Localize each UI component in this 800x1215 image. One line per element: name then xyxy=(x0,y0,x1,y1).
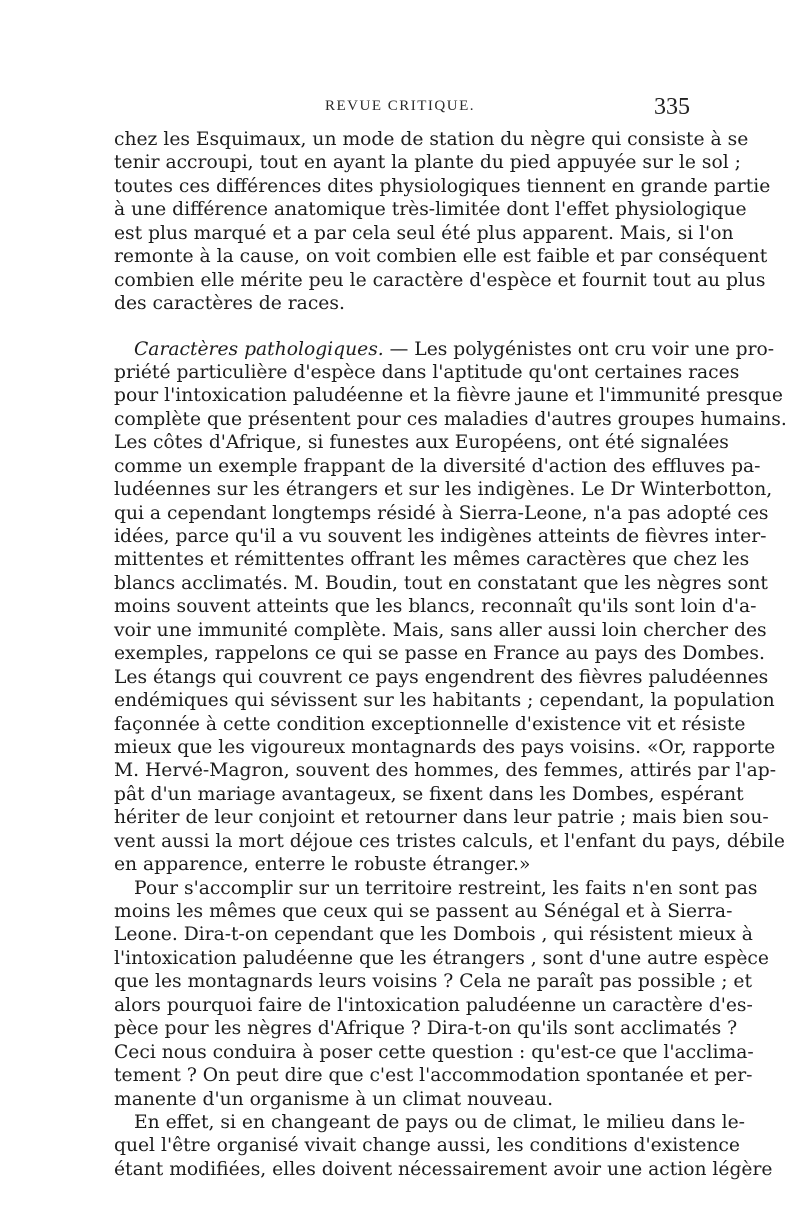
text-line: endémiques qui sévissent sur les habitants ; cependant, la population xyxy=(114,690,775,712)
text-line: pât d'un mariage avantageux, se fixent dans les Dombes, espérant xyxy=(114,783,744,805)
text-line: exemples, rappelons ce qui se passe en France au pays des Dombes. xyxy=(114,643,765,665)
text-line: manente d'un organisme à un climat nouveau. xyxy=(114,1088,554,1110)
text-line: priété particulière d'espèce dans l'aptitude qu'ont certaines races xyxy=(114,361,740,383)
text-line: l'intoxication paludéenne que les étrangers , sont d'une autre espèce xyxy=(114,947,769,969)
text-line: moins les mêmes que ceux qui se passent au Sénégal et à Sierra- xyxy=(114,901,733,922)
text-line: comme un exemple frappant de la diversité d'action des effluves pa- xyxy=(114,455,761,477)
paragraph-gap xyxy=(114,316,692,338)
text-line: en apparence, enterre le robuste étranger.» xyxy=(114,854,531,876)
text-line: blancs acclimatés. M. Boudin, tout en constatant que les nègres sont xyxy=(114,572,768,594)
text-line: moins souvent atteints que les blancs, reconnaît qu'ils sont loin d'a- xyxy=(114,596,757,618)
text-line: remonte à la cause, on voit combien elle est faible et par conséquent xyxy=(114,246,768,268)
text-line: tenir accroupi, tout en ayant la plante du pied appuyée sur le sol ; xyxy=(114,152,741,174)
text-line: étant modifiées, elles doivent nécessairement avoir une action légère xyxy=(114,1158,773,1180)
text-line: mieux que les vigoureux montagnards des pays voisins. «Or, rapporte xyxy=(114,736,776,758)
text-line: vent aussi la mort déjoue ces tristes calculs, et l'enfant du pays, débile xyxy=(114,830,785,852)
text-line: Les étangs qui couvrent ce pays engendrent des fièvres paludéennes xyxy=(114,666,769,688)
text-line: Les côtes d'Afrique, si funestes aux Européens, ont été signalées xyxy=(114,432,729,454)
text-line: ludéennes sur les étrangers et sur les indigènes. Le Dr Winterbotton, xyxy=(114,479,773,501)
text-line: est plus marqué et a par cela seul été plus apparent. Mais, si l'on xyxy=(114,222,734,244)
text-line: Leone. Dira-t-on cependant que les Dombois , qui résistent mieux à xyxy=(114,924,753,946)
text-line: mittentes et rémittentes offrant les mêmes caractères que chez les xyxy=(114,549,750,571)
paragraph-2 xyxy=(114,338,787,877)
text-line: idées, parce qu'il a vu souvent les indigènes atteints de fièvres inter- xyxy=(114,526,767,547)
text-line: qui a cependant longtemps résidé à Sierra-Leone, n'a pas adopté ces xyxy=(114,502,769,524)
text-line: En effet, si en changeant de pays ou de climat, le milieu dans le- xyxy=(134,1111,745,1133)
text-line: M. Hervé-Magron, souvent des hommes, des femmes, attirés par l'ap- xyxy=(114,760,777,782)
paragraph-1 xyxy=(114,128,771,316)
text-line-rest: — Les polygénistes ont cru voir une pro- xyxy=(383,338,775,360)
text-line: complète que présentent pour ces maladies d'autres groupes humains. xyxy=(114,408,787,430)
paragraph-3 xyxy=(114,877,769,1111)
text-line: que les montagnards leurs voisins ? Cela ne paraît pas possible ; et xyxy=(114,971,753,993)
text-line: à une différence anatomique très-limitée dont l'effet physiologique xyxy=(114,199,747,221)
body-text xyxy=(114,128,787,1181)
text-line-first xyxy=(114,338,775,361)
text-line: hériter de leur conjoint et retourner dans leur patrie ; mais bien sou- xyxy=(114,807,769,829)
text-line: Pour s'accomplir sur un territoire restreint, les faits n'en sont pas xyxy=(134,877,758,899)
text-line: alors pourquoi faire de l'intoxication paludéenne un caractère d'es- xyxy=(114,994,753,1016)
text-line: combien elle mérite peu le caractère d'espèce et fournit tout au plus xyxy=(114,269,766,291)
text-line: quel l'être organisé vivait change aussi, les conditions d'existence xyxy=(114,1135,740,1157)
page-number: 335 xyxy=(654,94,690,120)
paragraph-4 xyxy=(114,1111,773,1181)
text-line: toutes ces différences dites physiologiques tiennent en grande partie xyxy=(114,175,771,197)
text-line: façonnée à cette condition exceptionnelle d'existence vit et résiste xyxy=(114,713,746,735)
section-heading-italic: Caractères pathologiques. xyxy=(134,338,384,360)
running-head xyxy=(110,94,690,124)
text-line: Ceci nous conduira à poser cette question : qu'est-ce que l'acclima- xyxy=(114,1041,754,1063)
text-line: tement ? On peut dire que c'est l'accommodation spontanée et per- xyxy=(114,1065,753,1087)
text-line: des caractères de races. xyxy=(114,293,345,315)
text-line: pour l'intoxication paludéenne et la fièvre jaune et l'immunité presque xyxy=(114,385,783,407)
running-title: REVUE CRITIQUE. xyxy=(325,98,475,114)
text-line: voir une immunité complète. Mais, sans aller aussi loin chercher des xyxy=(114,619,767,641)
text-line: pèce pour les nègres d'Afrique ? Dira-t-on qu'ils sont acclimatés ? xyxy=(114,1018,738,1040)
text-line: chez les Esquimaux, un mode de station du nègre qui consiste à se xyxy=(114,129,749,150)
